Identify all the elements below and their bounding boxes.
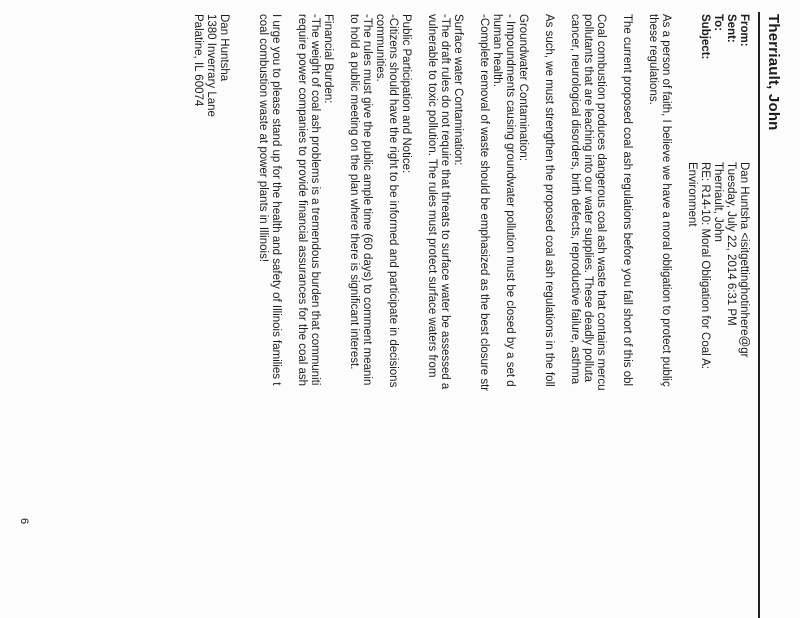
body-line: -Complete removal of waste should be emphasized as the best closure str (478, 14, 490, 392)
to-value: Therriault, John (712, 162, 724, 242)
from-label: From: (738, 14, 750, 47)
body-line: vulnerable to toxic pollution. The rules must protect surface waters from (426, 14, 438, 378)
body-line: cancer, neurological disorders, birth defects, reproductive failure, asthma (569, 14, 581, 385)
subject-label: Subject: (699, 14, 711, 60)
from-value: Dan Huntsha <isitgettinghotinhere@gr (738, 162, 750, 358)
to-label: To: (712, 14, 724, 32)
sender-name-heading: Therriault, John (765, 14, 782, 131)
subject-value-continued: Environment (686, 162, 698, 227)
signature-name: Dan Huntsha (218, 14, 230, 82)
body-line: these regulations. (647, 14, 659, 105)
body-line: As such, we must strengthen the proposed coal ash regulations in the foll (543, 14, 555, 387)
section-heading: Public Participation and Notice: (400, 14, 412, 174)
signature-address: 1380 Inverrary Lane (205, 14, 217, 117)
body-line: -The draft rules do not require that threats to surface water be assessed a (439, 14, 451, 390)
body-line: communities. (374, 14, 386, 82)
body-line: human health. (491, 14, 503, 87)
body-line: -Citizens should have the right to be informed and participate in decisions (387, 14, 399, 388)
body-line: pollutants that are leaching into our water supplies. These deadly polluta (582, 14, 594, 383)
header-divider (758, 12, 760, 618)
body-line: -The weight of coal ash problems is a tremendous burden that communiti (309, 14, 321, 386)
signature-city: Palatine, IL 60074 (192, 14, 204, 107)
subject-value: RE: R14-10: Moral Obligation for Coal A: (699, 162, 711, 370)
page-number: 6 (18, 518, 30, 525)
body-line: require power companies to provide financial assurances for the coal ash (296, 14, 308, 387)
body-line: The current proposed coal ash regulations before you fall short of this obl (621, 14, 633, 387)
section-heading: Financial Burden: (322, 14, 334, 104)
body-line: coal combustion waste at power plants in Illinois! (257, 14, 269, 263)
sent-value: Tuesday, July 22, 2014 6:31 PM (725, 162, 737, 326)
section-heading: Groundwater Contamination: (517, 14, 529, 162)
section-heading: Surface water Contamination: (452, 14, 464, 166)
body-line: As a person of faith, I believe we have a moral obligation to protect publiç (660, 14, 672, 387)
body-line: -The rules must give the public ample time (60 days) to comment meanin (361, 14, 373, 386)
body-line: I urge you to please stand up for the health and safety of Illinois families t (270, 14, 282, 386)
body-line: Coal combustion produces dangerous coal ash waste that contains mercu (595, 14, 607, 391)
body-line: to hold a public meeting on the plan where there is significant interest. (348, 14, 360, 370)
body-line: - Impoundments causing groundwater pollution must be closed by a set d (504, 14, 516, 387)
sent-label: Sent: (725, 14, 737, 43)
